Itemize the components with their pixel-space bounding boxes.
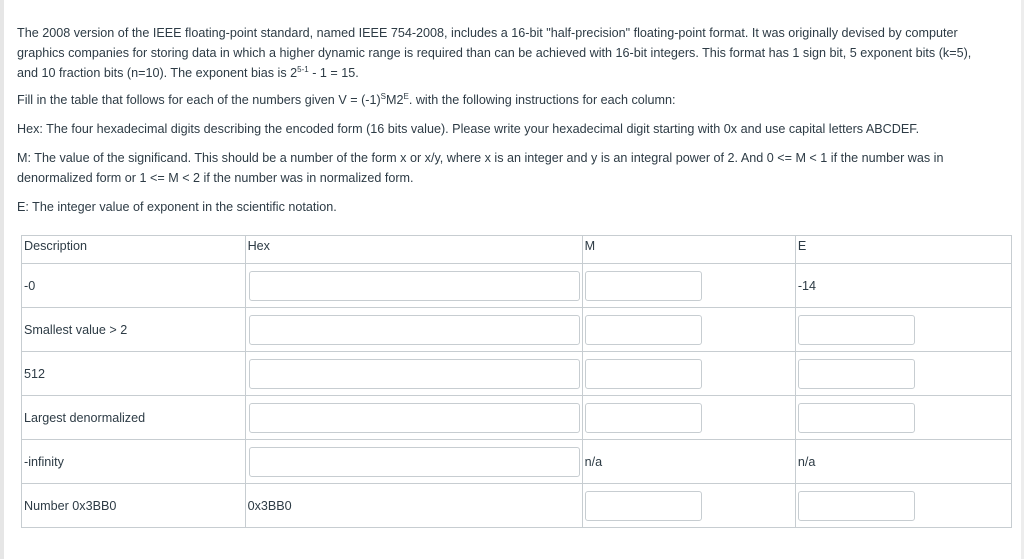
table-row [22,308,1012,352]
hex-value: 0x3BB0 [245,484,582,528]
row-description: Smallest value > 2 [22,308,246,352]
hex-input[interactable] [249,271,580,301]
row-description: Number 0x3BB0 [22,484,246,528]
instruction-paragraph: Fill in the table that follows for each of the numbers given $V = (-1)^SM2^E$. with the following instructions for each column: [17,92,676,107]
header-m: M [582,236,795,264]
table-row [22,440,1012,484]
intro-paragraph: The 2008 version of the IEEE floating-point standard, named IEEE 754-2008, includes a 16-bit "half-precision" floating-point format. It was originally devised by computer graphics companies for storing data in which a higher dynamic range is required than can be achieved with 16-bit integers. This format has 1 sign bit, 5 exponent bits (k=5), and 10 fraction bits (n=10). The exponent bias is 2$^{5-1}$ - 1 = 15. [17,26,972,80]
hex-instruction: Hex: The four hexadecimal digits describing the encoded form (16 bits value). Please write your hexadecimal digit starting with 0x and use capital letters ABCDEF. [17,122,920,136]
header-hex: Hex [245,236,582,264]
table-row [22,352,1012,396]
hex-input[interactable] [249,359,580,389]
hex-input[interactable] [249,447,580,477]
row-description: -infinity [22,440,246,484]
answer-table [21,235,1012,528]
m-input[interactable] [585,359,702,389]
header-e: E [795,236,1011,264]
table-row [22,484,1012,528]
e-input[interactable] [798,491,915,521]
m-input[interactable] [585,491,702,521]
table-row [22,264,1012,308]
hex-input[interactable] [249,315,580,345]
e-input[interactable] [798,315,915,345]
table-row [22,396,1012,440]
question-text [17,23,1007,217]
e-input[interactable] [798,403,915,433]
left-frame-border [0,0,4,559]
m-input[interactable] [585,315,702,345]
e-input[interactable] [798,359,915,389]
row-description: 512 [22,352,246,396]
m-input[interactable] [585,271,702,301]
header-description: Description [22,236,246,264]
m-instruction: M: The value of the significand. This should be a number of the form x or x/y, where x is an integer and y is an integral power of 2. And 0 <= M < 1 if the number was in denormalized form or 1 <= M < 2 if the number was in normalized form. [17,151,944,185]
e-value: -14 [795,264,1011,308]
hex-input[interactable] [249,403,580,433]
m-value: n/a [582,440,795,484]
table-header-row [22,236,1012,264]
row-description: Largest denormalized [22,396,246,440]
row-description: -0 [22,264,246,308]
e-value: n/a [795,440,1011,484]
m-input[interactable] [585,403,702,433]
e-instruction: E: The integer value of exponent in the scientific notation. [17,200,337,214]
